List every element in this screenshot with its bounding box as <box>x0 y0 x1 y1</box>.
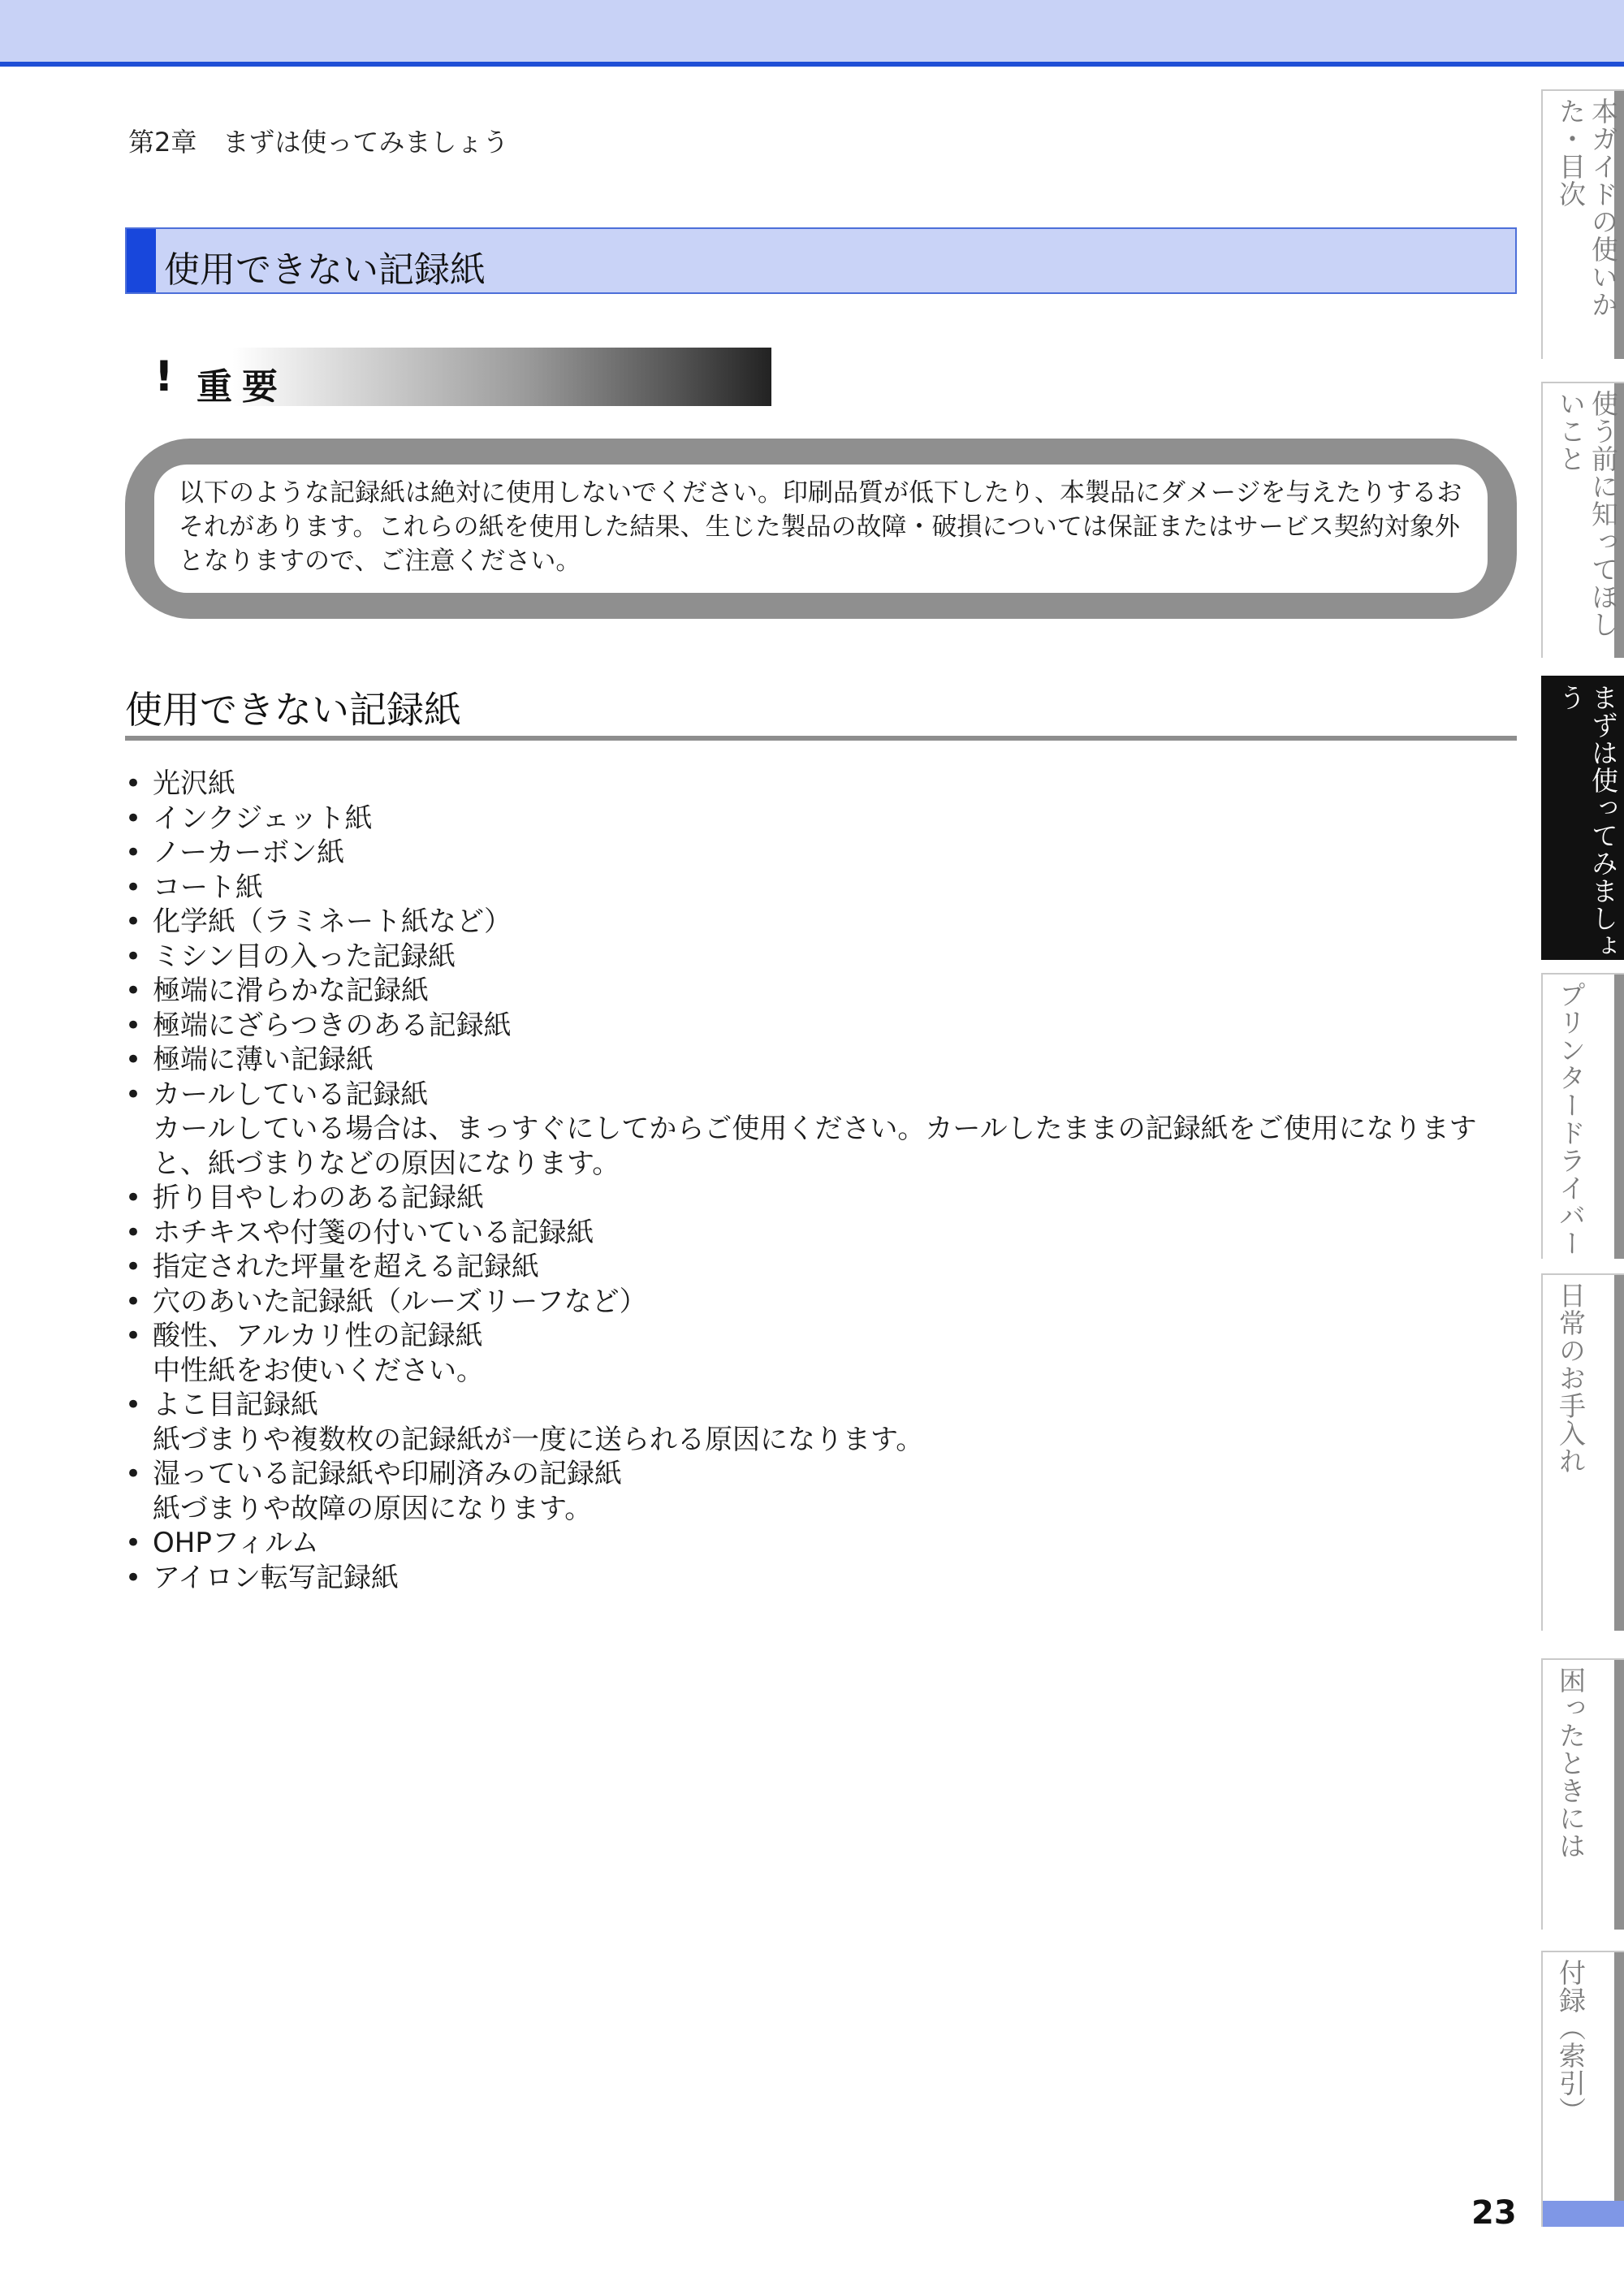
bullet-icon: • <box>125 836 142 869</box>
list-item <box>125 1043 1522 1078</box>
bullet-icon: • <box>125 1389 142 1421</box>
list-item <box>125 836 1522 871</box>
list-item <box>125 1009 1522 1044</box>
tab-chapter-1[interactable] <box>1541 89 1624 359</box>
tab-chapter-3[interactable] <box>1541 676 1624 960</box>
list-item <box>125 974 1522 1009</box>
list-item <box>125 940 1522 975</box>
tab-label: 付録（索引） <box>1555 1959 1587 2124</box>
tab-chapter-6[interactable] <box>1541 1658 1624 1930</box>
tab-label: 日常のお手入れ <box>1555 1281 1587 1475</box>
tab-label: まずは使ってみましょう <box>1555 684 1619 960</box>
list-item <box>125 767 1522 802</box>
list-item-text: インクジェット紙 <box>153 802 373 835</box>
subsection-title: 使用できない記録紙 <box>125 688 461 732</box>
important-notice-box <box>125 439 1517 619</box>
list-item-text: 酸性、アルカリ性の記録紙 <box>153 1320 483 1352</box>
bullet-icon: • <box>125 1320 142 1352</box>
list-item <box>125 1216 1522 1251</box>
list-item <box>125 1285 1522 1320</box>
list-item-text: アイロン転写記録紙 <box>153 1561 399 1594</box>
tab-label: 困ったときには <box>1555 1666 1587 1860</box>
list-item-note: カールしている場合は、まっすぐにしてからご使用ください。カールしたままの記録紙をご使用になりますと、紙づまりなどの原因になります。 <box>153 1113 1477 1180</box>
breadcrumb: 第2章 まずは使ってみましょう <box>128 127 509 158</box>
bullet-icon: • <box>125 1009 142 1042</box>
list-item <box>125 1181 1522 1216</box>
page-number: 23 <box>1471 2194 1517 2232</box>
list-item-note: 紙づまりや故障の原因になります。 <box>153 1492 593 1525</box>
header-band <box>0 0 1624 62</box>
list-item-text: カールしている記録紙 <box>153 1078 429 1111</box>
tab-shade <box>1614 1952 1624 2227</box>
list-item <box>125 871 1522 905</box>
tab-shade <box>1614 1660 1624 1930</box>
list-item-text: 極端に薄い記録紙 <box>153 1044 374 1076</box>
list-item-note: 中性紙をお使いください。 <box>153 1354 484 1387</box>
list-item <box>125 802 1522 836</box>
tab-chapter-2[interactable] <box>1541 382 1624 658</box>
unusable-paper-list <box>125 767 1522 1595</box>
bullet-icon: • <box>125 802 142 835</box>
important-label: 重要 <box>197 366 287 408</box>
section-title-bar <box>125 227 1517 294</box>
list-item-text: 極端に滑らかな記録紙 <box>153 975 429 1007</box>
bullet-icon: • <box>125 905 142 938</box>
list-item-text: ミシン目の入った記録紙 <box>153 940 456 973</box>
section-accent <box>127 229 156 292</box>
bullet-icon: • <box>125 767 142 800</box>
list-item-text: 極端にざらつきのある記録紙 <box>153 1009 512 1042</box>
tab-shade <box>1614 975 1624 1259</box>
list-item-text: 穴のあいた記録紙（ルーズリーフなど） <box>153 1285 647 1318</box>
list-item-note: 紙づまりや複数枚の記録紙が一度に送られる原因になります。 <box>153 1423 924 1456</box>
bullet-icon: • <box>125 1285 142 1318</box>
list-item <box>125 1078 1522 1182</box>
list-item-text: 光沢紙 <box>153 767 235 800</box>
tab-shade <box>1614 1275 1624 1631</box>
bullet-icon: • <box>125 1044 142 1076</box>
list-item-text: ノーカーボン紙 <box>153 836 345 869</box>
tab-label: 使う前に知ってほしいこと <box>1555 390 1619 638</box>
list-item-text: コート紙 <box>153 871 263 904</box>
page-marker <box>1543 2201 1624 2227</box>
bullet-icon: • <box>125 871 142 904</box>
important-notice-inner <box>154 465 1488 593</box>
list-item <box>125 1526 1522 1561</box>
bullet-icon: • <box>125 1078 142 1111</box>
list-item <box>125 1319 1522 1388</box>
bullet-icon: • <box>125 1561 142 1594</box>
exclamation-icon: ! <box>154 352 174 401</box>
tab-label: プリンタードライバー <box>1555 981 1587 1257</box>
important-notice-text: 以下のような記録紙は絶対に使用しないでください。印刷品質が低下したり、本製品にダメージを与えたりするおそれがあります。これらの紙を使用した結果、生じた製品の故障・破損については保証またはサービス契約対象外となりますので、ご注意ください。 <box>179 478 1462 576</box>
list-item <box>125 905 1522 940</box>
list-item-text: OHPフィルム <box>153 1527 319 1559</box>
list-item <box>125 1457 1522 1526</box>
list-item-text: 折り目やしわのある記録紙 <box>153 1182 484 1214</box>
important-header <box>130 348 771 406</box>
bullet-icon: • <box>125 1251 142 1283</box>
list-item-text: 湿っている記録紙や印刷済みの記録紙 <box>153 1458 622 1490</box>
list-item <box>125 1388 1522 1457</box>
list-item-text: 指定された坪量を超える記録紙 <box>153 1251 539 1283</box>
subsection-rule <box>125 736 1517 741</box>
list-item-text: よこ目記録紙 <box>153 1389 318 1421</box>
tab-label: 本ガイドの使いかた・目次 <box>1555 97 1619 318</box>
bullet-icon: • <box>125 1216 142 1249</box>
header-rule <box>0 62 1624 67</box>
bullet-icon: • <box>125 940 142 973</box>
bullet-icon: • <box>125 1458 142 1490</box>
bullet-icon: • <box>125 1182 142 1214</box>
tab-chapter-4[interactable] <box>1541 973 1624 1259</box>
tab-chapter-5[interactable] <box>1541 1273 1624 1631</box>
tab-chapter-7[interactable] <box>1541 1951 1624 2227</box>
list-item <box>125 1561 1522 1596</box>
list-item <box>125 1250 1522 1285</box>
list-item-text: ホチキスや付箋の付いている記録紙 <box>153 1216 594 1249</box>
bullet-icon: • <box>125 975 142 1007</box>
list-item-text: 化学紙（ラミネート紙など） <box>153 905 512 938</box>
bullet-icon: • <box>125 1527 142 1559</box>
section-title: 使用できない記録紙 <box>164 249 486 291</box>
